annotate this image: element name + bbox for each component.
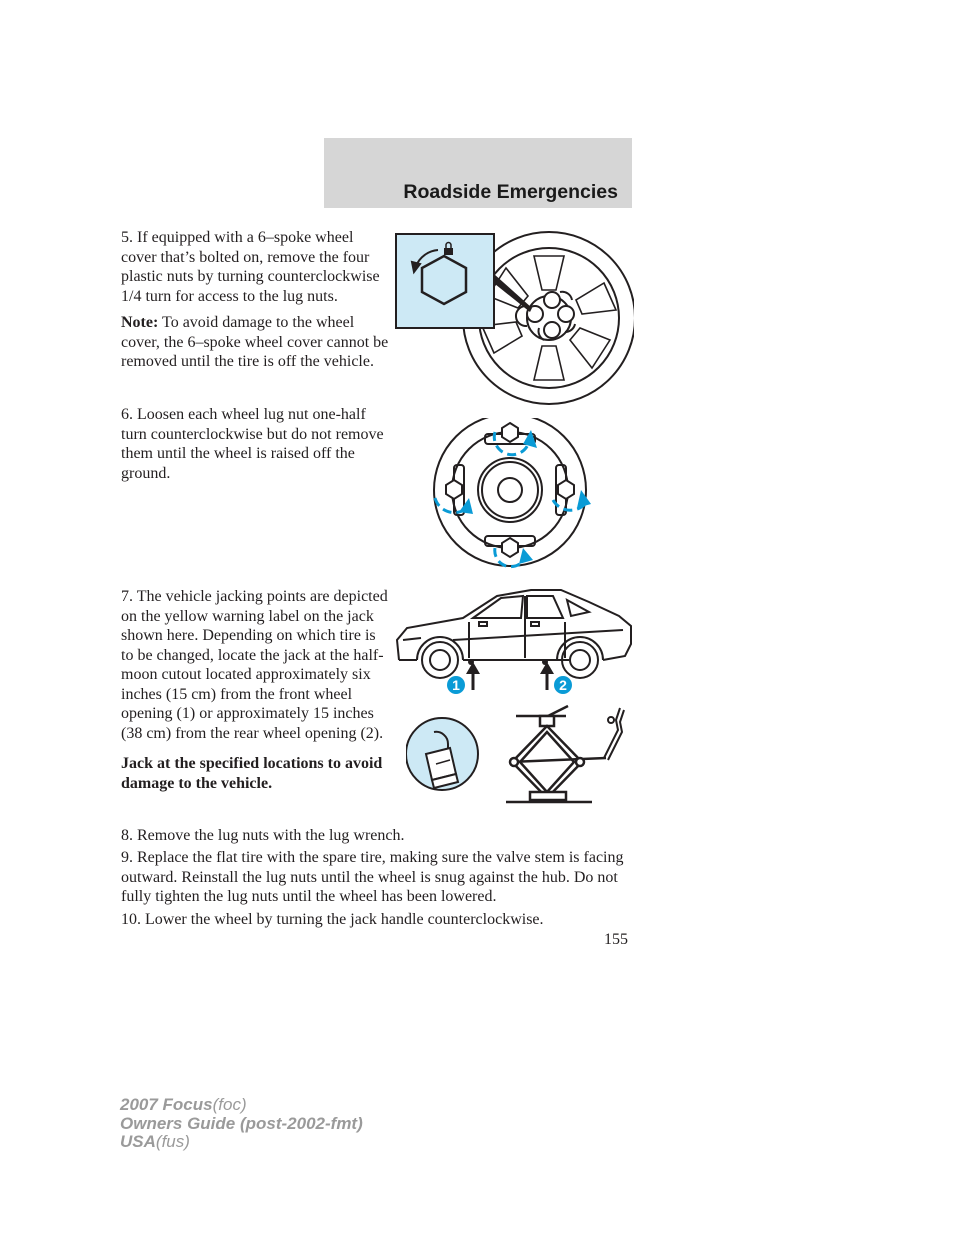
jack-inset — [406, 718, 478, 790]
footer-line-1 — [120, 1096, 363, 1115]
step-10-text: 10. Lower the wheel by turning the jack handle counterclockwise. — [121, 911, 544, 928]
step-6-text: 6. Loosen each wheel lug nut one-half turn counterclockwise but do not remove them until the wheel is raised off the ground. — [121, 406, 384, 482]
footer-model-code: (foc) — [212, 1095, 247, 1114]
section-title: Roadside Emergencies — [403, 181, 618, 203]
wheel-cover-figure — [394, 228, 634, 408]
note-text: To avoid damage to the wheel cover, the 6–spoke wheel cover cannot be removed until the tire is off the vehicle. — [121, 314, 389, 370]
note-label: Note: — [121, 314, 159, 331]
callout-1-label: 1 — [452, 677, 460, 693]
scissor-jack-figure — [406, 704, 634, 808]
jack-handle — [604, 708, 624, 760]
note-paragraph — [121, 313, 391, 372]
callout-1 — [447, 676, 465, 694]
jacking-point-arrows — [466, 662, 554, 690]
footer-market-code: (fus) — [155, 1132, 190, 1151]
step-8-text: 8. Remove the lug nuts with the lug wrench. — [121, 827, 405, 844]
lug-nuts — [446, 423, 574, 557]
scissor-jack-drawing — [506, 706, 606, 802]
lug-nut-wheel-figure — [425, 418, 600, 573]
page-number: 155 — [604, 931, 628, 948]
footer-market: USA — [120, 1132, 156, 1151]
footer — [120, 1096, 363, 1152]
footer-line-3 — [120, 1133, 363, 1152]
header-band — [324, 138, 632, 208]
step-9-text: 9. Replace the flat tire with the spare tire, making sure the valve stem is facing outward. Reinstall the lug nuts until the wheel is snug against the hub. Do not fully tighten the lug nuts until the wheel has been lowered. — [121, 849, 624, 905]
footer-model: 2007 Focus — [120, 1095, 213, 1114]
callout-2-label: 2 — [559, 677, 567, 693]
car-drawing — [397, 590, 631, 678]
warning-text: Jack at the specified locations to avoid damage to the vehicle. — [121, 755, 383, 792]
callout-2 — [554, 676, 572, 694]
footer-line-2: Owners Guide (post-2002-fmt) — [120, 1113, 363, 1133]
nut-hex-icon — [422, 256, 466, 304]
step-7-text: 7. The vehicle jacking points are depicted on the yellow warning label on the jack shown here. Depending on which tire is to be changed, locate the jack at the half-moon cutout located approximately six inches (15 cm) from the front wheel opening (1) or approximately 15 inches (38 cm) from the rear wheel opening (2). — [121, 588, 388, 742]
step-5-text: 5. If equipped with a 6–spoke wheel cover that’s bolted on, remove the four plastic nuts by turning counterclockwise 1/4 turn for access to the lug nuts. — [121, 229, 380, 305]
car-jacking-points-figure — [393, 582, 638, 697]
